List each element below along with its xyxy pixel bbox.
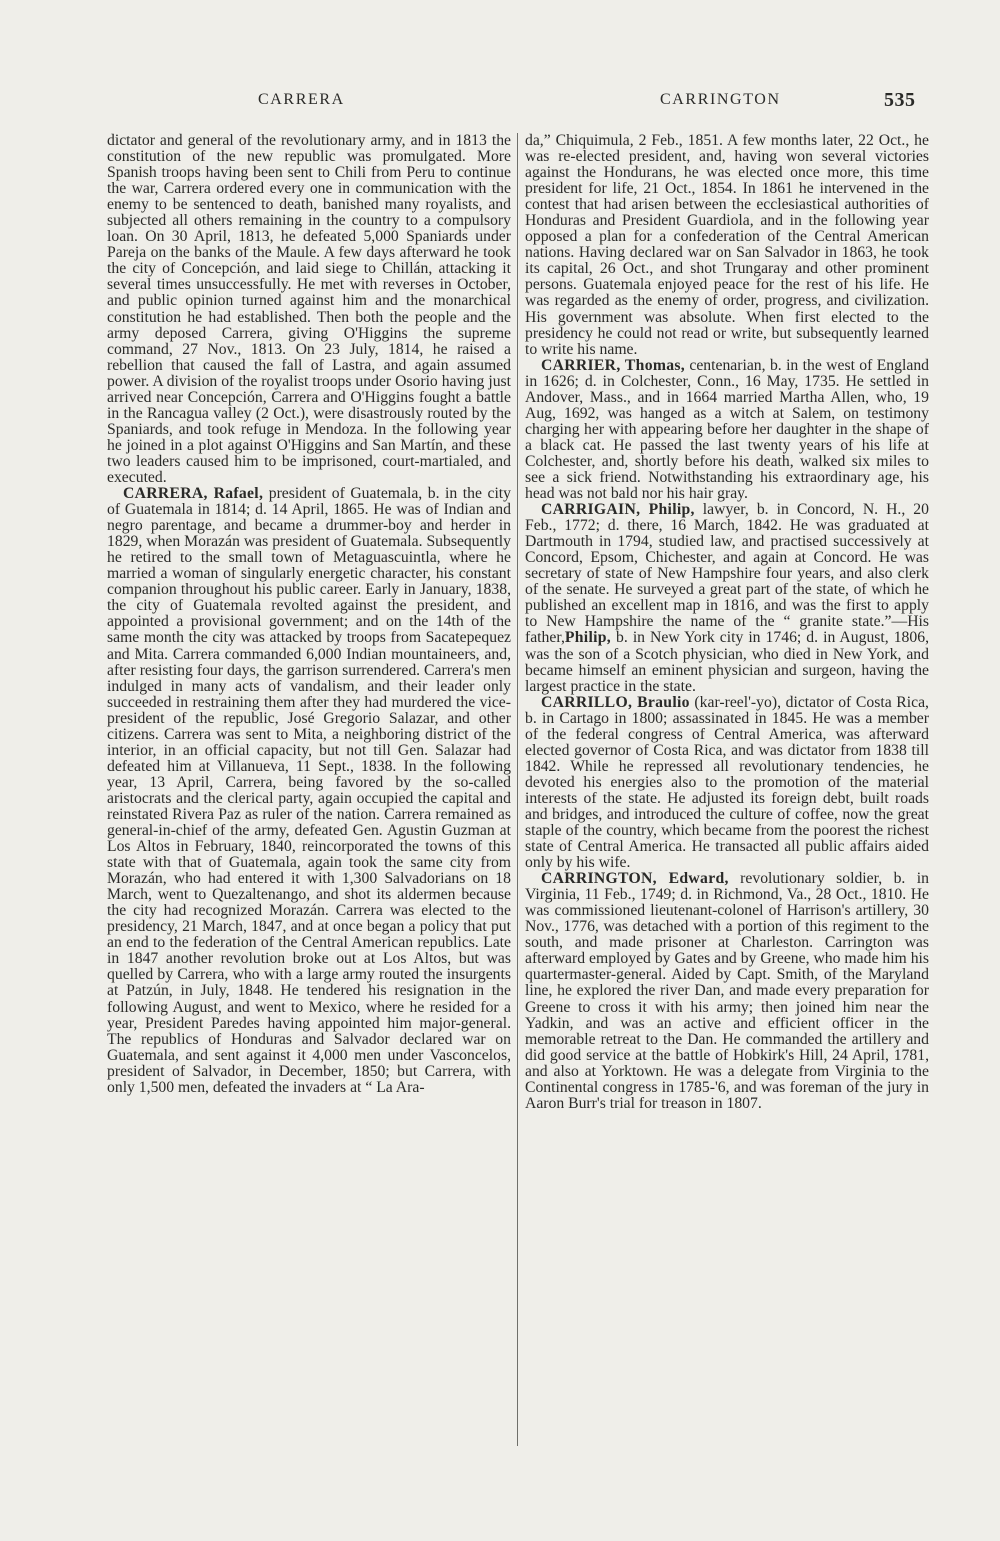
headword: CARRIER, Thomas, bbox=[541, 356, 685, 374]
entry-carrera-rafael bbox=[107, 486, 511, 1096]
headword: CARRIGAIN, Philip, bbox=[541, 501, 695, 519]
paragraph-carrera-continued: dictator and general of the revolutionary army, and in 1813 the constitution of the new republic was promulgated. More Spanish troops having been sent to Chili from Peru to continue the war, Carrera ordered every one in communication with the enemy to be sentenced to death, banished many royalists, and subjected all others remaining in the country to a compulsory loan. On 30 April, 1813, he defeated 5,000 Spaniards under Pareja on the banks of the Maule. A few days afterward he took the city of Concepción, and laid siege to Chillán, attacking it several times unsuccessfully. He met with reverses in October, and public opinion turned against him and the monarchical constitution he had established. Then both the people and the army deposed Carrera, giving O'Higgins the supreme command, 27 Nov., 1813. On 23 July, 1814, he raised a rebellion that caused the fall of Lastra, and again assumed power. A division of the royalist troops under Osorio having just arrived near Concepción, Carrera and O'Higgins fought a battle in the Rancagua valley (2 Oct.), were disastrously routed by the Spaniards, and took refuge in Mendoza. In the following year he joined in a plot against O'Higgins and San Martín, and these two leaders caused him to be imprisoned, court-martialed, and executed. bbox=[107, 132, 511, 486]
headword: CARRILLO, Braulio bbox=[541, 693, 690, 711]
headword: CARRERA, Rafael, bbox=[123, 485, 264, 503]
page-number: 535 bbox=[884, 89, 916, 111]
entry-text: lawyer, b. in Concord, N. H., 20 Feb., 1772; d. there, 16 March, 1842. He was graduated at Dartmouth in 1794, studied law, and practised successively at Concord, Epsom, Chichester, and again at Concord. He was secretary of state of New Hampshire four years, and also clerk of the senate. He surveyed a great part of the state, of which he published an excellent map in 1816, and was the first to apply to New Hampshire the name of the “ granite state.”—His father, bbox=[525, 501, 929, 647]
entry-text: president of Guatemala, b. in the city of Guatemala in 1814; d. 14 April, 1865. He was of Indian and negro parentage, and became a drummer-boy and herder in 1829, when Morazán was president of Guatemala. Subsequently he retired to the small town of Metaguascuintla, where he married a woman of singularly energetic character, his constant companion throughout his public career. Early in January, 1838, the city of Guatemala revolted against the president, and appointed a provisional government; and on the 14th of the same month the city was attacked by troops from Sacatepequez and Mita. Carrera commanded 6,000 Indian mountaineers, and, after resisting four days, the garrison surrendered. Carrera's men indulged in many acts of vandalism, and their leader only succeeded in restraining them after they had murdered the vice-president of the republic, José Gregorio Salazar, and other citizens. Carrera was sent to Mita, a neighboring district of the interior, in an official capacity, but not till Gen. Salazar had defeated him at Villanueva, 11 Sept., 1838. In the following year, 13 April, Carrera, being favored by the so-called aristocrats and the clerical party, again occupied the capital and reinstated Rivera Paz as ruler of the nation. Carrera remained as general-in-chief of the army, defeated Gen. Agustin Guzman at Los Altos in February, 1840, reincorporated the towns of this state with that of Guatemala, again took the same city from Morazán, who had entered it with 1,300 Salvadorians on 18 March, went to Quezaltenango, and shot its aldermen because the city had recognized Morazán. Carrera was elected to the presidency, 21 March, 1847, and at once began a policy that put an end to the federation of the Central American republics. Late in 1847 another revolution broke out at Los Altos, but was quelled by Carrera, who with a large army routed the insurgents at Patzún, in July, 1848. He tendered his resignation in the following August, and went to Mexico, where he resided for a year, President Paredes having appointed him major-general. The republics of Honduras and Salvador declared war on Guatemala, and sent against it 4,000 men under Vasconcelos, president of Salvador, in December, 1850; but Carrera, with only 1,500 men, defeated the invaders at “ La Ara- bbox=[107, 485, 511, 1096]
paragraph-carrera-rafael-continued: da,” Chiquimula, 2 Feb., 1851. A few months later, 22 Oct., he was re-elected president, and, having won several victories against the Hondurans, he was elected once more, this time president for life, 21 Oct., 1854. In 1861 he intervened in the contest that had arisen between the ecclesiastical authorities of Honduras and President Guardiola, and in the following year opposed a plan for a confederation of the Central American nations. Having declared war on San Salvador in 1863, he took its capital, 26 Oct., and shot Trungaray and other prominent persons. Guatemala enjoyed peace for the rest of his life. He was regarded as the enemy of order, progress, and civilization. His government was absolute. When first elected to the presidency he could not read or write, but subsequently learned to write his name. bbox=[525, 132, 929, 358]
header-right-term: CARRINGTON bbox=[660, 91, 781, 108]
column-divider bbox=[517, 133, 518, 1446]
entry-carrillo-braulio bbox=[525, 695, 929, 872]
entry-carrington-edward bbox=[525, 871, 929, 1112]
sub-headword: Philip, bbox=[564, 629, 612, 647]
header-left-term: CARRERA bbox=[258, 91, 345, 108]
left-column bbox=[107, 133, 511, 1096]
running-header bbox=[0, 91, 1000, 115]
entry-text: revolutionary soldier, b. in Virginia, 11 Feb., 1749; d. in Richmond, Va., 28 Oct., 1810. He was commissioned lieutenant-colonel of Harrison's artillery, 30 Nov., 1776, was detached with a portion of this regiment to the south, and made prisoner at Charleston. Carrington was afterward employed by Gates and by Greene, who made him his quartermaster-general. Aided by Capt. Smith, of the Maryland line, he explored the river Dan, and made every preparation for Greene to cross it with his army; then joined him near the Yadkin, and was an active and efficient officer in the memorable retreat to the Dan. He commanded the artillery and did good service at the battle of Hobkirk's Hill, 24 April, 1781, and also at Yorktown. He was a delegate from Virginia to the Continental congress in 1785-'6, and was foreman of the jury in Aaron Burr's trial for treason in 1807. bbox=[525, 870, 929, 1112]
entry-carrier-thomas bbox=[525, 358, 929, 502]
entry-carrigain-philip bbox=[525, 502, 929, 695]
headword: CARRINGTON, Edward, bbox=[541, 870, 729, 888]
right-column bbox=[525, 133, 929, 1112]
entry-text: b. in New York city in 1746; d. in August, 1806, was the son of a Scotch physician, who died in New York, and became himself an eminent physician and surgeon, having the largest practice in the state. bbox=[525, 629, 929, 695]
entry-text: (kar-reel'-yo), dictator of Costa Rica, b. in Cartago in 1800; assassinated in 1845. He was a member of the federal congress of Central America, was afterward elected governor of Costa Rica, and was dictator from 1838 till 1842. While he repressed all revolutionary tendencies, he devoted his energies also to the promotion of the material interests of the state. He adjusted its foreign debt, built roads and bridges, and introduced the culture of coffee, now the great staple of the country, which became from the poorest the richest state of Central America. He transacted all public affairs aided only by his wife. bbox=[525, 693, 929, 872]
entry-text: centenarian, b. in the west of England in 1626; d. in Colchester, Conn., 16 May, 1735. He settled in Andover, Mass., and in 1664 married Martha Allen, who, 19 Aug, 1692, was hanged as a witch at Salem, on testimony charging her with appearing before her daughter in the shape of a black cat. He passed the last twenty years of his life at Colchester, and, shortly before his death, walked six miles to see a sick friend. Notwithstanding his extraordinary age, his head was not bald nor his hair gray. bbox=[525, 356, 930, 503]
